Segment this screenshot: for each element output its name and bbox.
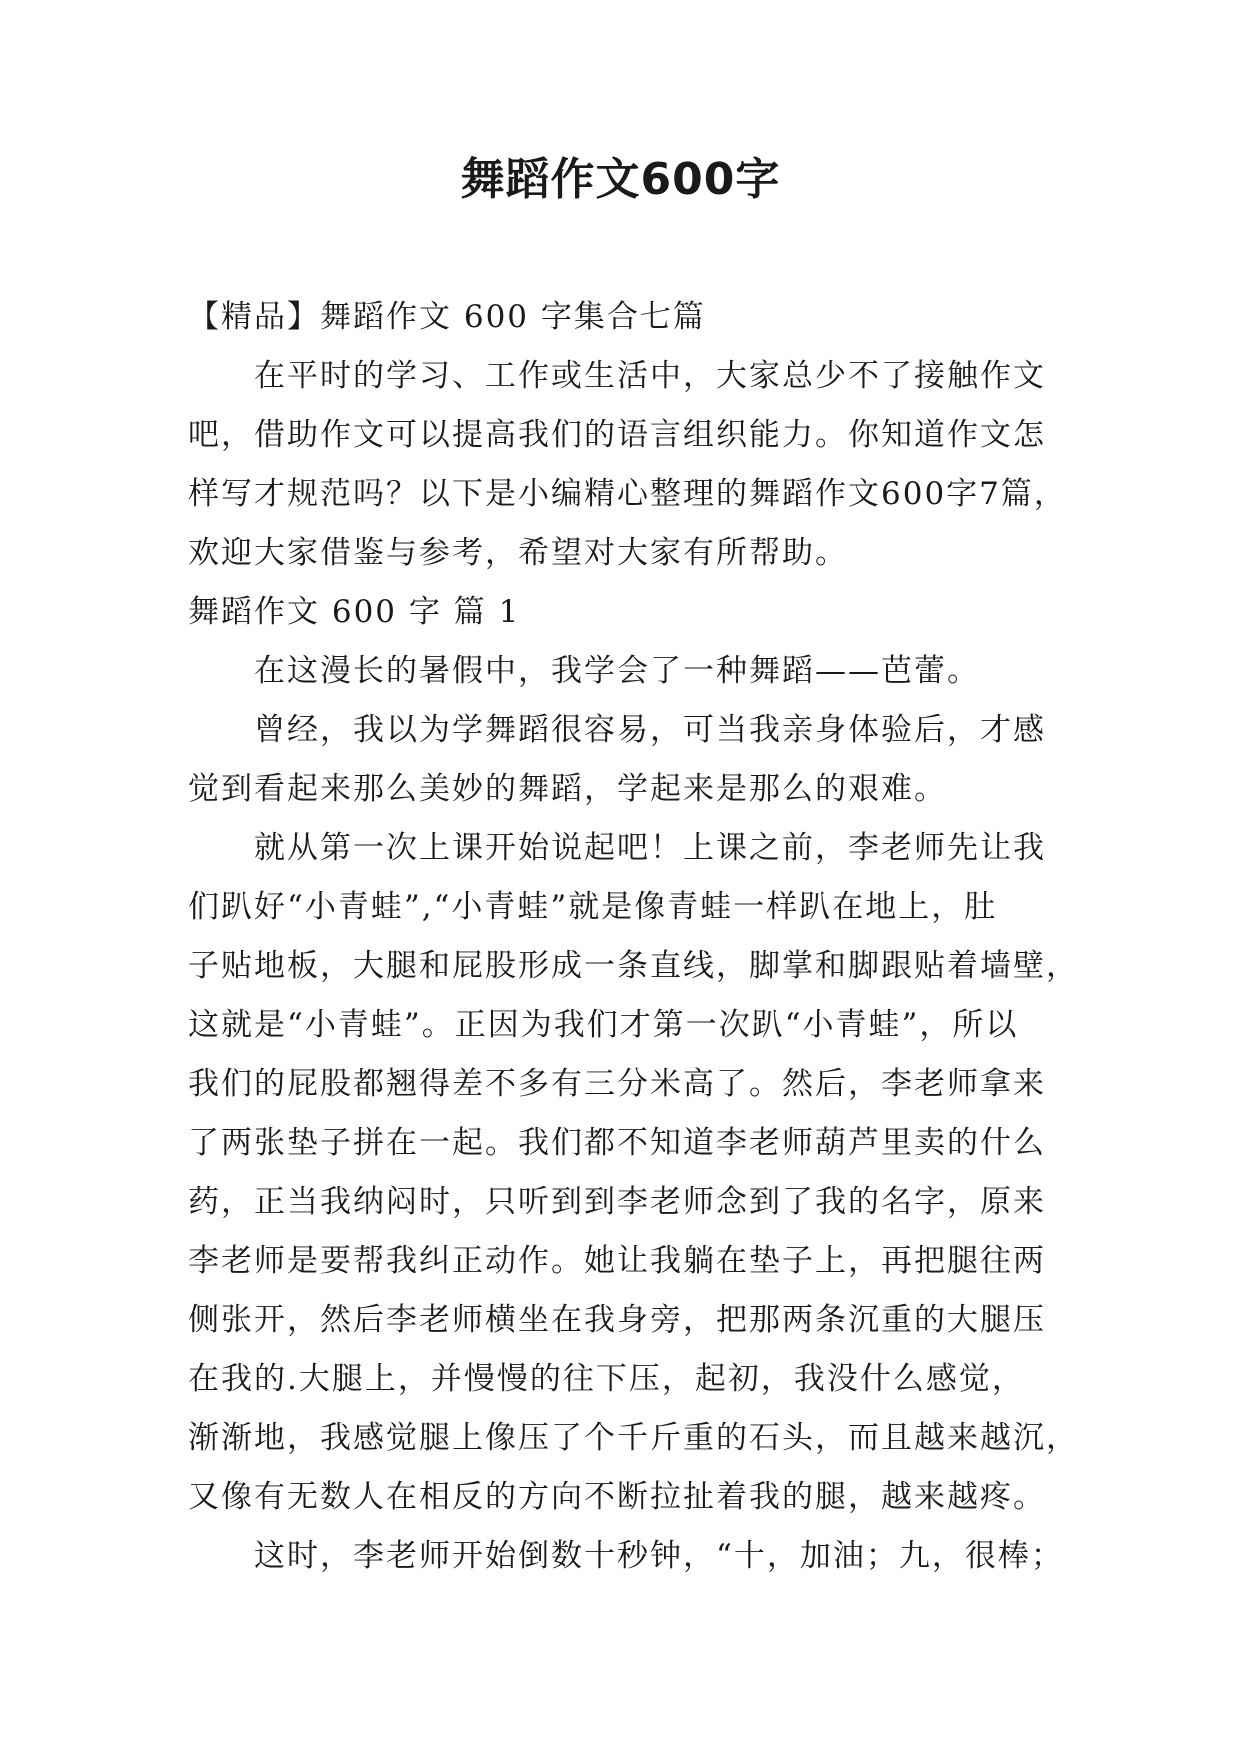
text-line: 这就是“小青蛙”。正因为我们才第一次趴“小青蛙”，所以 xyxy=(188,1007,1019,1043)
text-line: 了两张垫子拼在一起。我们都不知道李老师葫芦里卖的什么 xyxy=(188,1125,1046,1161)
document-body xyxy=(188,288,1079,1586)
text-line: 【精品】舞蹈作文 600 字集合七篇 xyxy=(188,299,706,335)
text-line: 觉到看起来那么美妙的舞蹈，学起来是那么的艰难。 xyxy=(188,771,947,807)
text-line: 欢迎大家借鉴与参考，希望对大家有所帮助。 xyxy=(188,535,848,571)
text-line: 这时，李老师开始倒数十秒钟，“十，加油；九，很棒； xyxy=(254,1538,1064,1574)
text-line: 侧张开，然后李老师横坐在我身旁，把那两条沉重的大腿压 xyxy=(188,1302,1046,1338)
text-line: 我们的屁股都翘得差不多有三分米高了。然后，李老师拿来 xyxy=(188,1066,1046,1102)
text-line: 在平时的学习、工作或生活中，大家总少不了接触作文 xyxy=(254,358,1046,394)
text-line: 李老师是要帮我纠正动作。她让我躺在垫子上，再把腿往两 xyxy=(188,1243,1046,1279)
text-line: 渐渐地，我感觉腿上像压了个千斤重的石头，而且越来越沉， xyxy=(188,1420,1079,1456)
document-title: 舞蹈作文600字 xyxy=(460,154,781,205)
text-line: 们趴好“小青蛙”,“小青蛙”就是像青蛙一样趴在地上，肚 xyxy=(188,889,998,925)
text-line: 曾经，我以为学舞蹈很容易，可当我亲身体验后，才感 xyxy=(254,712,1046,748)
text-line: 在这漫长的暑假中，我学会了一种舞蹈——芭蕾。 xyxy=(254,653,980,689)
text-line: 子贴地板，大腿和屁股形成一条直线，脚掌和脚跟贴着墙壁， xyxy=(188,948,1079,984)
text-line: 就从第一次上课开始说起吧！上课之前，李老师先让我 xyxy=(254,830,1046,866)
text-line: 舞蹈作文 600 字 篇 1 xyxy=(188,594,521,630)
text-line: 吧，借助作文可以提高我们的语言组织能力。你知道作文怎 xyxy=(188,417,1046,453)
text-line: 又像有无数人在相反的方向不断拉扯着我的腿，越来越疼。 xyxy=(188,1479,1046,1515)
text-line: 在我的.大腿上，并慢慢的往下压，起初，我没什么感觉， xyxy=(188,1361,1025,1397)
text-line: 药，正当我纳闷时，只听到到李老师念到了我的名字，原来 xyxy=(188,1184,1046,1220)
text-line: 样写才规范吗？以下是小编精心整理的舞蹈作文600字7篇， xyxy=(188,476,1067,512)
